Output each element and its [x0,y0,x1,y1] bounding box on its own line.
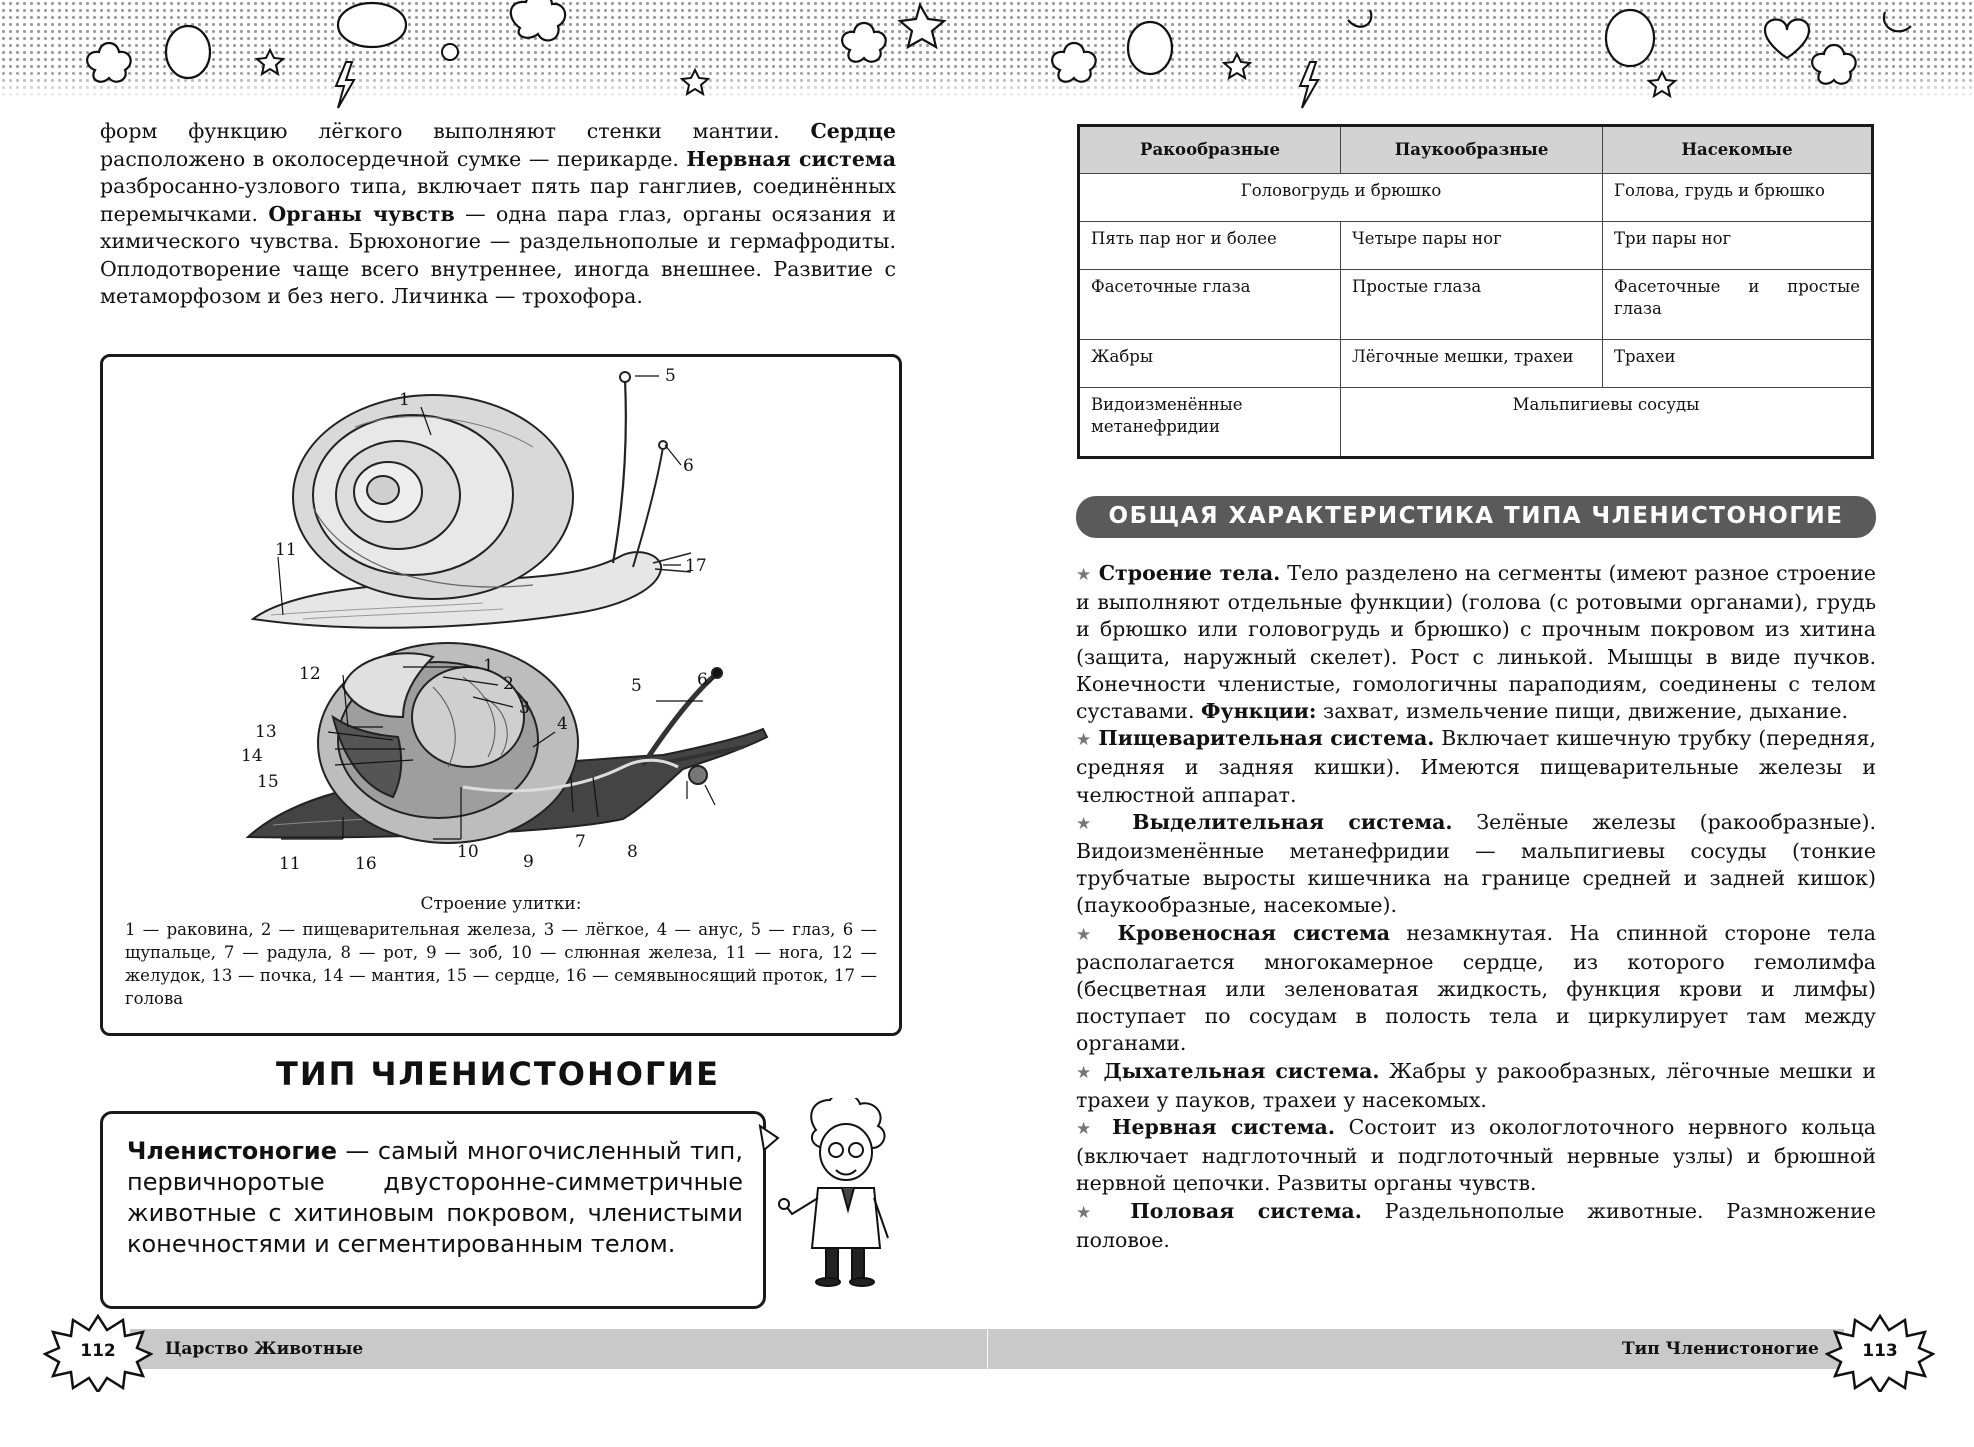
table-row [1079,388,1873,458]
intro-bold-heart: Сердце [810,119,896,143]
table-cell: Три пары ног [1603,222,1873,270]
footer-section-label-left: Царство Животные [165,1339,364,1359]
section-title-bar [1076,496,1876,538]
intro-paragraph [100,118,896,311]
intro-text-2: расположено в околосердечной сумке — перикарде. [100,146,687,171]
table-header-row [1079,126,1873,174]
characteristics-list [1076,560,1876,1254]
table-cell: Головогрудь и брюшко [1079,174,1603,222]
section-heading: ТИП ЧЛЕНИСТОНОГИЕ [276,1055,720,1093]
table-row [1079,270,1873,340]
table-row [1079,174,1873,222]
label-10-bottom: 10 [457,842,479,862]
star-icon: ★ [1076,730,1092,751]
label-3-bottom: 3 [519,698,530,718]
label-14-bottom: 14 [241,746,263,766]
item-text: Включает кишечную трубку (передняя, средняя и задняя кишки). Имеются пищеварительные железы и челюстной аппарат. [1076,726,1876,807]
item-term: Выделительная система. [1132,809,1453,834]
snail-exterior-drawing [253,372,691,628]
label-1-bottom: 1 [483,656,494,676]
item-text: Раздельнополые животные. Размножение половое. [1076,1198,1876,1252]
intro-text-1: форм функцию лёгкого выполняют стенки мантии. [100,119,811,143]
table-cell: Пять пар ног и более [1079,222,1341,270]
label-6-top: 6 [683,456,694,476]
table-cell: Фасеточные глаза [1079,270,1341,340]
item-term: Нервная система. [1112,1115,1335,1140]
list-item [1076,725,1876,809]
section-title: ОБЩАЯ ХАРАКТЕРИСТИКА ТИПА ЧЛЕНИСТОНОГИЕ [1108,503,1844,529]
star-icon: ★ [1076,565,1092,585]
star-icon: ★ [1076,1062,1095,1083]
star-icon: ★ [1076,1202,1108,1223]
item-term: Дыхательная система. [1103,1058,1380,1083]
item-text: захват, измельчение пищи, движение, дыхание. [1316,699,1848,724]
table-cell: Трахеи [1603,340,1873,388]
intro-bold-senses: Органы чувств [268,201,455,226]
table-header-cell: Паукообразные [1341,126,1603,174]
label-16-bottom: 16 [355,854,377,874]
page-number-badge-left [43,1314,153,1392]
list-item [1076,809,1876,920]
figure-caption-body: 1 — раковина, 2 — пищеварительная железа, 3 — лёгкое, 4 — анус, 5 — глаз, 6 — щупальце, 7 — радула, 8 — рот, 9 — зоб, 10 — слюнная железа, 11 — нога, 12 — желудок, 13 — почка, 14 — мантия, 15 — сердце, 16 — семявыносящий проток, 17 — голова [125,920,877,1008]
snail-figure [100,354,902,1036]
table-cell: Простые глаза [1341,270,1603,340]
star-icon: ★ [1076,1119,1099,1140]
snail-anatomy-drawing [248,643,767,843]
label-8-bottom: 8 [627,842,638,862]
label-11-top: 11 [275,540,297,560]
right-page [987,0,1974,1447]
item-term: Пищеварительная система. [1098,726,1435,751]
intro-text-3: разбросанно-узлового типа, включает пять пар ганглиев, соединённых перемычками. [100,174,896,226]
label-15-bottom: 15 [257,772,279,792]
intro-text-4: — одна пара глаз, органы осязания и химического чувства. Брюхоногие — раздельнополые и гермафродиты. Оплодотворение чаще всего внутреннее, иногда внешнее. Развитие с метаморфозом и без него. Личинка — трохофора. [100,201,896,308]
item-text: Жабры у ракообразных, лёгочные мешки и трахеи у пауков, трахеи у насекомых. [1076,1058,1876,1112]
item-term: Функции: [1201,699,1317,724]
table-cell: Жабры [1079,340,1341,388]
definition-text [127,1136,743,1260]
item-term: Кровеносная система [1117,920,1391,945]
footer-section-label-right: Тип Членистоногие [1622,1339,1819,1359]
intro-bold-nervous: Нервная система [686,146,896,171]
label-6-bottom: 6 [697,670,708,690]
label-9-bottom: 9 [523,852,534,872]
star-icon: ★ [1076,813,1109,834]
table-cell: Голова, грудь и брюшко [1603,174,1873,222]
page-number-badge-right [1825,1314,1935,1392]
label-1-top: 1 [399,390,410,410]
list-item [1076,1114,1876,1198]
item-text: Зелёные железы (ракообразные). Видоизменённые метанефридии — мальпигиевы сосуды (тонкие трубчатые выросты кишечника на границе средней и задней кишок) (паукообразные, насекомые). [1076,809,1876,918]
label-13-bottom: 13 [255,722,277,742]
snail-diagram-icon [103,357,899,887]
item-term: Половая система. [1130,1198,1362,1223]
definition-body: — самый многочисленный тип, первичноротые двусторонне-симметричные животные с хитиновым покровом, членистыми конечностями и сегментированным телом. [127,1137,743,1258]
table-cell: Четыре пары ног [1341,222,1603,270]
table-cell: Мальпигиевы сосуды [1341,388,1873,458]
classification-table [1077,124,1874,459]
label-5-bottom: 5 [631,676,642,696]
figure-caption-title: Строение улитки: [420,894,582,914]
label-12-bottom: 12 [299,664,321,684]
definition-term: Членистоногие [127,1137,337,1165]
table-cell: Видоизменённые метанефридии [1079,388,1341,458]
list-item [1076,1198,1876,1254]
table-row [1079,340,1873,388]
page-number-right: 113 [1862,1341,1898,1361]
item-text: Тело разделено на сегменты (имеют разное строение и выполняют отдельные функции) (голова (с ротовыми органами), грудь и брюшко или головогрудь и брюшко) с прочным покровом из хитина (защита, наружный скелет). Рост с линькой. Мышцы в виде пучков. Конечности членистые, гомологичны параподиям, соединены с телом суставами. [1076,561,1876,724]
page-number-left: 112 [80,1341,116,1361]
table-header-cell: Ракообразные [1079,126,1341,174]
label-2-bottom: 2 [503,674,514,694]
item-text: Состоит из окологлоточного нервного кольца (включает надглоточный и подглоточный нервные узлы) и брюшной нервной цепочки. Развиты органы чувств. [1076,1115,1876,1196]
table-row [1079,222,1873,270]
list-item [1076,920,1876,1058]
label-4-bottom: 4 [557,714,568,734]
table-cell: Фасеточные и простые глаза [1603,270,1873,340]
list-item [1076,560,1876,725]
list-item [1076,1058,1876,1114]
label-5-top: 5 [665,366,676,386]
item-text: незамкнутая. На спинной стороне тела располагается многокамерное сердце, из которого гемолимфа (бесцветная или зеленоватая жидкость, функция крови и лимфы) поступает по сосудам в полость тела и циркулирует там между органами. [1076,920,1876,1056]
label-17-top: 17 [685,556,707,576]
label-7-bottom: 7 [575,832,586,852]
table-cell: Лёгочные мешки, трахеи [1341,340,1603,388]
label-11-bottom: 11 [279,854,301,874]
definition-bubble [100,1111,766,1309]
star-icon: ★ [1076,924,1102,945]
item-term: Строение тела. [1098,561,1281,585]
table-header-cell: Насекомые [1603,126,1873,174]
professor-mascot-icon [756,1098,906,1288]
